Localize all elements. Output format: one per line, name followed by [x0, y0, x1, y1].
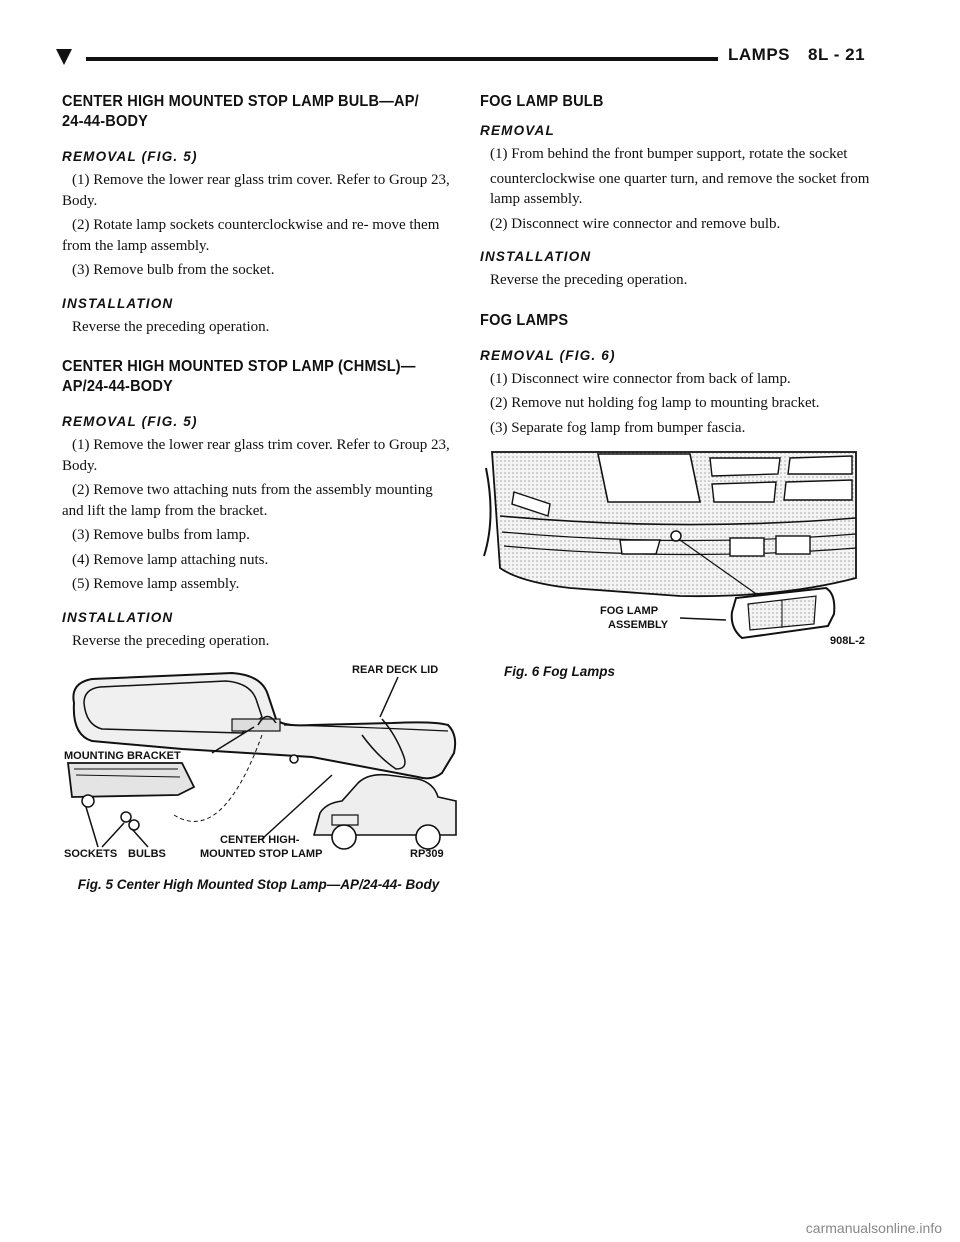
step: (3) Remove bulb from the socket. [72, 262, 275, 278]
label-chmsl-line2: MOUNTED STOP LAMP [200, 848, 323, 860]
right-column [480, 92, 876, 681]
fog-lamps-removal-heading: REMOVAL (FIG. 6) [480, 347, 616, 363]
page-header [728, 45, 865, 65]
figure-5 [62, 665, 455, 894]
chmsl-bulb-heading: CENTER HIGH MOUNTED STOP LAMP BULB—AP/ 24-44-BODY [62, 93, 419, 130]
label-fog-lamp-line1: FOG LAMP [600, 605, 659, 617]
step: (2) Remove two attaching nuts from the assembly mounting and lift the lamp from the bracket. [62, 482, 433, 519]
fog-lamp-bulb-removal-heading: REMOVAL [480, 123, 555, 138]
chmsl-removal-heading: REMOVAL (FIG. 5) [62, 414, 198, 429]
header-rule [86, 57, 718, 61]
step: (1) Remove the lower rear glass trim cover. Refer to Group 23, Body. [62, 437, 450, 474]
label-rear-deck-lid: REAR DECK LID [352, 665, 439, 676]
step: (2) Disconnect wire connector and remove bulb. [490, 215, 781, 232]
step: (3) Remove bulbs from lamp. [72, 527, 250, 543]
fog-lamp-bulb-heading: FOG LAMP BULB [480, 93, 604, 110]
label-sockets: SOCKETS [64, 848, 118, 860]
header-section: LAMPS [728, 45, 790, 64]
left-column [62, 92, 455, 894]
figure-code: RP309 [410, 848, 444, 860]
figure-6 [480, 448, 876, 681]
chmsl-installation-heading: INSTALLATION [62, 609, 174, 625]
step: (3) Separate fog lamp from bumper fascia. [490, 419, 746, 436]
step: (1) Disconnect wire connector from back of lamp. [490, 370, 791, 387]
step-continuation: counterclockwise one quarter turn, and remove the socket from lamp assembly. [490, 170, 870, 207]
step: (4) Remove lamp attaching nuts. [72, 551, 269, 568]
label-bulbs: BULBS [128, 848, 166, 860]
fog-lamps-heading: FOG LAMPS [480, 311, 569, 329]
step: (2) Rotate lamp sockets counterclockwise and re- move them from the lamp assembly. [62, 217, 440, 254]
figure-6-illustration [480, 448, 876, 658]
step: (5) Remove lamp assembly. [72, 576, 240, 592]
figure-5-caption: Fig. 5 Center High Mounted Stop Lamp—AP/24-44- Body [77, 877, 440, 892]
installation-text: Reverse the preceding operation. [72, 318, 270, 335]
chmsl-bulb-removal-heading: REMOVAL (FIG. 5) [62, 149, 198, 164]
watermark: carmanualsonline.info [805, 1220, 942, 1236]
installation-text: Reverse the preceding operation. [72, 632, 270, 649]
label-mounting-bracket: MOUNTING BRACKET [64, 750, 181, 762]
label-chmsl-line1: CENTER HIGH- [220, 834, 300, 846]
fog-lamp-bulb-installation-heading: INSTALLATION [480, 249, 592, 264]
figure-code: 908L-2 [830, 635, 865, 647]
step: (1) Remove the lower rear glass trim cover. Refer to Group 23, Body. [62, 172, 450, 209]
chmsl-bulb-installation-heading: INSTALLATION [62, 295, 174, 311]
label-fog-lamp-line2: ASSEMBLY [608, 619, 669, 631]
section-marker-icon [56, 49, 72, 65]
step: (1) From behind the front bumper support, rotate the socket [490, 146, 848, 162]
installation-text: Reverse the preceding operation. [490, 272, 688, 288]
chmsl-heading: CENTER HIGH MOUNTED STOP LAMP (CHMSL)— AP/24-44-BODY [62, 358, 416, 395]
step: (2) Remove nut holding fog lamp to mounting bracket. [490, 395, 820, 411]
figure-6-caption: Fig. 6 Fog Lamps [504, 664, 616, 679]
figure-5-illustration [62, 665, 462, 865]
header-page-number: 8L - 21 [808, 45, 866, 64]
